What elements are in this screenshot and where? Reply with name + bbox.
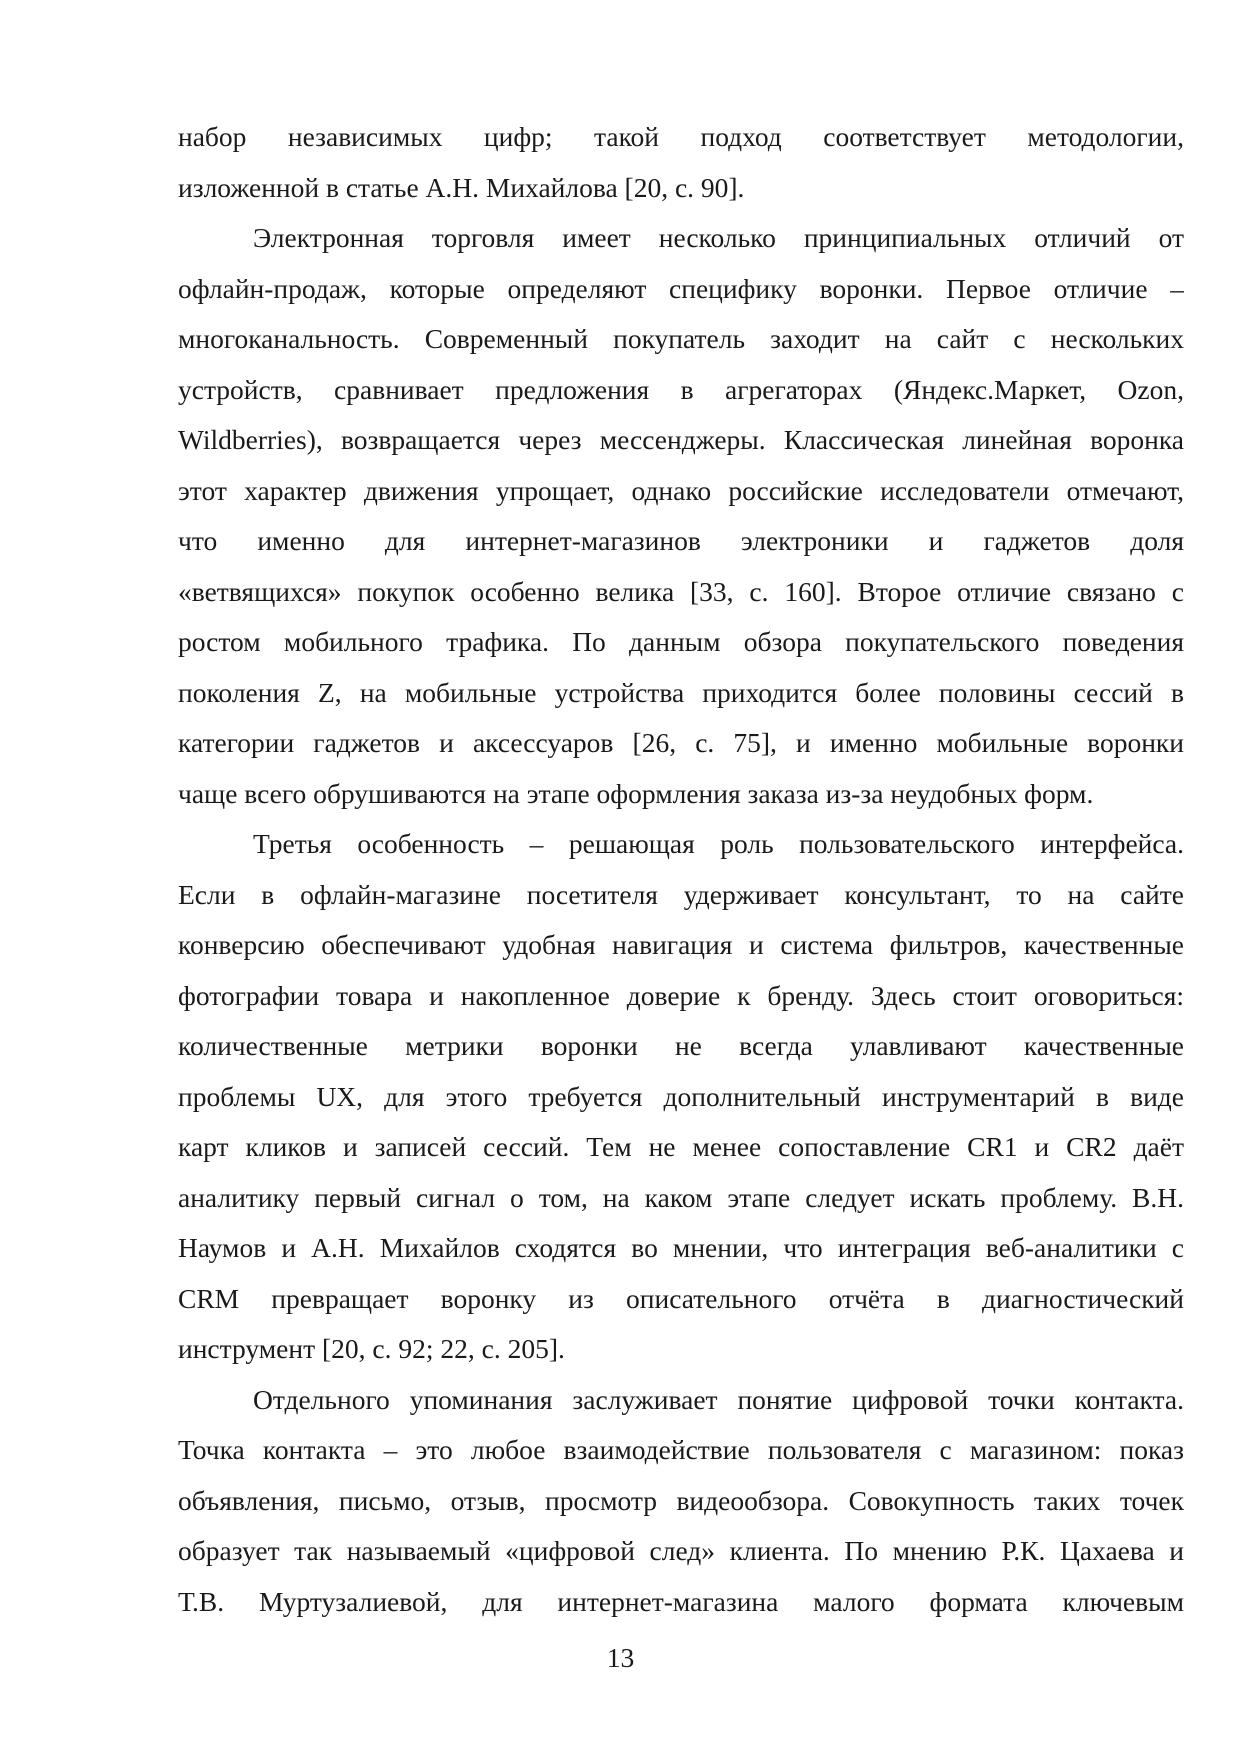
text-line: Если в офлайн-магазине посетителя удерживает консультант, то на сайте xyxy=(178,878,1184,910)
text-line: конверсию обеспечивают удобная навигация и система фильтров, качественные xyxy=(178,929,1184,960)
text-line: «ветвящихся» покупок особенно велика [33, с. 160]. Второе отличие связано с xyxy=(178,575,1184,607)
text-line: многоканальность. Современный покупатель заходит на сайт с нескольких xyxy=(178,323,1184,354)
paragraph-first-line: Электронная торговля имеет несколько принципиальных отличий от xyxy=(253,222,1184,253)
text-line: Т.В. Муртузалиевой, для интернет-магазина малого формата ключевым xyxy=(178,1585,1184,1617)
text-line: ростом мобильного трафика. По данным обзора покупательского поведения xyxy=(178,626,1184,657)
text-line: Наумов и А.Н. Михайлов сходятся во мнении, что интеграция веб-аналитики с xyxy=(178,1232,1184,1263)
text-line: аналитику первый сигнал о том, на каком этапе следует искать проблему. В.Н. xyxy=(178,1181,1184,1213)
text-line: инструмент [20, с. 92; 22, с. 205]. xyxy=(178,1333,565,1364)
text-line: устройств, сравнивает предложения в агрегаторах (Яндекс.Маркет, Ozon, xyxy=(178,373,1184,405)
text-line: объявления, письмо, отзыв, просмотр видеообзора. Совокупность таких точек xyxy=(178,1484,1184,1516)
text-line: категории гаджетов и аксессуаров [26, с. 75], и именно мобильные воронки xyxy=(178,727,1184,758)
text-line: офлайн-продаж, которые определяют специфику воронки. Первое отличие – xyxy=(178,272,1184,304)
paragraph-first-line: Отдельного упоминания заслуживает понятие цифровой точки контакта. xyxy=(253,1383,1184,1415)
text-line: количественные метрики воронки не всегда улавливают качественные xyxy=(178,1030,1184,1061)
text-line: что именно для интернет-магазинов электроники и гаджетов доля xyxy=(178,525,1184,556)
paragraph-first-line: Третья особенность – решающая роль пользовательского интерфейса. xyxy=(253,828,1184,859)
text-line: карт кликов и записей сессий. Тем не менее сопоставление CR1 и CR2 даёт xyxy=(178,1131,1184,1162)
text-line: фотографии товара и накопленное доверие к бренду. Здесь стоит оговориться: xyxy=(178,979,1184,1011)
text-line: изложенной в статье А.Н. Михайлова [20, с. 90]. xyxy=(178,171,745,203)
text-line: чаще всего обрушиваются на этапе оформления заказа из-за неудобных форм. xyxy=(178,777,1094,809)
page-number: 13 xyxy=(606,1642,635,1673)
text-line: набор независимых цифр; такой подход соответствует методологии, xyxy=(178,121,1184,152)
document-page xyxy=(178,112,1184,1627)
text-line: проблемы UX, для этого требуется дополнительный инструментарий в виде xyxy=(178,1080,1184,1112)
text-line: образует так называемый «цифровой след» клиента. По мнению Р.К. Цахаева и xyxy=(178,1535,1184,1566)
text-line: Точка контакта – это любое взаимодействие пользователя с магазином: показ xyxy=(178,1434,1184,1465)
text-line: Wildberries), возвращается через мессенджеры. Классическая линейная воронка xyxy=(178,424,1184,455)
text-line: CRM превращает воронку из описательного отчёта в диагностический xyxy=(178,1282,1184,1314)
text-line: поколения Z, на мобильные устройства приходится более половины сессий в xyxy=(178,676,1184,708)
text-line: этот характер движения упрощает, однако российские исследователи отмечают, xyxy=(178,474,1184,506)
